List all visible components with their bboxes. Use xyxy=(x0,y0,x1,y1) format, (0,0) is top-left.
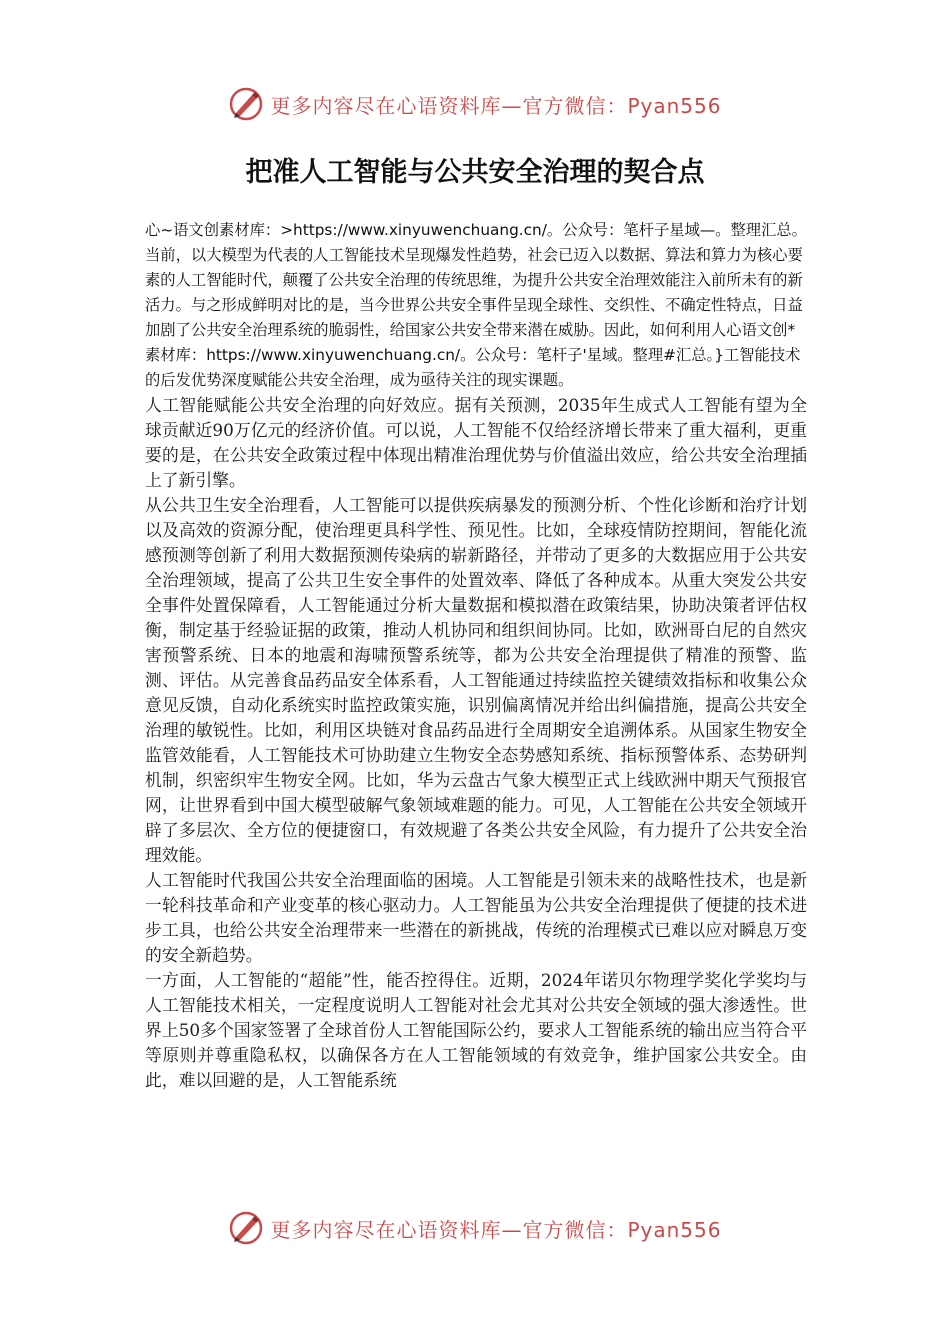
intro-paragraph: 当前，以大模型为代表的人工智能技术呈现爆发性趋势，社会已迈入以数据、算法和算力为核心要素的人工智能时代，颠覆了公共安全治理的传统思维，为提升公共安全治理效能注入前所未有的新活力。与之形成鲜明对比的是，当今世界公共安全事件呈现全球性、交织性、不确定性特点，日益加剧了公共安全治理系统的脆弱性，给国家公共安全带来潜在威胁。因此，如何利用人心语文创*素材库：https://www.xinyuwenchuang.cn/。公众号：笔杆子'星域。整理#汇总。}工智能技术的后发优势深度赋能公共安全治理，成为亟待关注的现实课题。 xyxy=(145,246,803,389)
source-line: 心~语文创素材库：>https://www.xinyuwenchuang.cn/。公众号：笔杆子星域—。整理汇总。 xyxy=(145,221,807,239)
body-paragraph-3: 人工智能时代我国公共安全治理面临的困境。人工智能是引领未来的战略性技术，也是新一轮科技革命和产业变革的核心驱动力。人工智能虽为公共安全治理提供了便捷的技术进步工具，也给公共安全治理带来一些潜在的新挑战，传统的治理模式已难以应对瞬息万变的安全新趋势。 xyxy=(145,870,807,965)
document-body xyxy=(145,218,807,1093)
document-title: 把准人工智能与公共安全治理的契合点 xyxy=(245,157,705,188)
banner-text: 更多内容尽在心语资料库—官方微信：Pyan556 xyxy=(270,93,722,118)
banner-text: 更多内容尽在心语资料库—官方微信：Pyan556 xyxy=(270,1217,722,1242)
pen-logo-icon xyxy=(228,1210,264,1246)
body-paragraph-2: 从公共卫生安全治理看，人工智能可以提供疾病暴发的预测分析、个性化诊断和治疗计划以及高效的资源分配，使治理更具科学性、预见性。比如，全球疫情防控期间，智能化流感预测等创新了利用大数据预测传染病的崭新路径，并带动了更多的大数据应用于公共安全治理领域，提高了公共卫生安全事件的处置效率、降低了各种成本。从重大突发公共安全事件处置保障看，人工智能通过分析大量数据和模拟潜在政策结果，协助决策者评估权衡，制定基于经验证据的政策，推动人机协同和组织间协同。比如，欧洲哥白尼的自然灾害预警系统、日本的地震和海啸预警系统等，都为公共安全治理提供了精准的预警、监测、评估。从完善食品药品安全体系看，人工智能通过持续监控关键绩效指标和收集公众意见反馈，自动化系统实时监控政策实施，识别偏离情况并给出纠偏措施，提高公共安全治理的敏锐性。比如，利用区块链对食品药品进行全周期安全追溯体系。从国家生物安全监管效能看，人工智能技术可协助建立生物安全态势感知系统、指标预警体系、态势研判机制，织密织牢生物安全网。比如，华为云盘古气象大模型正式上线欧洲中期天气预报官网，让世界看到中国大模型破解气象领域难题的能力。可见，人工智能在公共安全领域开辟了多层次、全方位的便捷窗口，有效规避了各类公共安全风险，有力提升了公共安全治理效能。 xyxy=(145,495,807,865)
body-paragraph-4: 一方面，人工智能的“超能”性，能否控得住。近期，2024年诺贝尔物理学奖化学奖均与人工智能技术相关，一定程度说明人工智能对社会尤其对公共安全领域的强大渗透性。世界上50多个国家签署了全球首份人工智能国际公约，要求人工智能系统的输出应当符合平等原则并尊重隐私权，以确保各方在人工智能领域的有效竞争，维护国家公共安全。由此，难以回避的是，人工智能系统 xyxy=(145,970,807,1090)
body-paragraph-1: 人工智能赋能公共安全治理的向好效应。据有关预测，2035年生成式人工智能有望为全球贡献近90万亿元的经济价值。可以说，人工智能不仅给经济增长带来了重大福利，更重要的是，在公共安全政策过程中体现出精准治理优势与价值溢出效应，给公共安全治理插上了新引擎。 xyxy=(145,395,807,490)
header-banner xyxy=(0,84,950,124)
pen-logo-icon xyxy=(228,86,264,122)
footer-banner xyxy=(0,1208,950,1248)
